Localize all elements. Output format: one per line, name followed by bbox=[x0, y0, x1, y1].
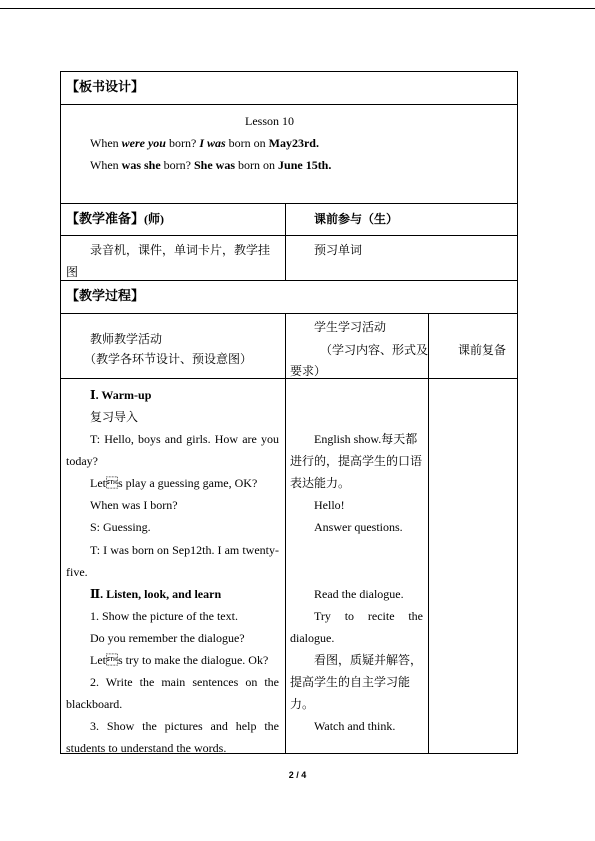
teacher-activity-header: 教师教学活动 bbox=[90, 332, 163, 346]
row-divider bbox=[60, 203, 518, 204]
student-line: Read the dialogue. bbox=[314, 587, 404, 601]
student-line: Answer questions. bbox=[314, 520, 403, 534]
student-line: 进行的，提高学生的口语 bbox=[290, 454, 423, 468]
column-divider bbox=[428, 313, 429, 754]
teacher-prep-text-cont: 图 bbox=[66, 265, 79, 279]
column-divider bbox=[285, 203, 286, 280]
row-divider bbox=[60, 313, 518, 314]
teacher-line: 1. Show the picture of the text. bbox=[90, 609, 238, 623]
teacher-line: Do you remember the dialogue? bbox=[90, 631, 245, 645]
student-line: Try to recite the bbox=[314, 609, 423, 623]
board-design-heading: 【板书设计】 bbox=[66, 80, 145, 95]
student-line: 看图，质疑并解答， bbox=[314, 653, 423, 667]
row-divider bbox=[60, 378, 518, 379]
board-lesson-title: Lesson 10 bbox=[245, 114, 294, 128]
teacher-prep-text: 录音机，课件，单词卡片，教学挂 bbox=[90, 243, 271, 257]
student-line: 力。 bbox=[290, 697, 315, 711]
row-divider bbox=[60, 235, 518, 236]
listen-look-learn-title: Ⅱ. Listen, look, and learn bbox=[90, 587, 222, 601]
teacher-line: 2. Write the main sentences on the bbox=[90, 675, 279, 689]
teacher-prep-heading: 【教学准备】(师) bbox=[66, 212, 165, 227]
student-activity-header: 学生学习活动 bbox=[314, 320, 387, 334]
teacher-line: Lets try to make the dialogue. Ok? bbox=[90, 653, 269, 667]
teacher-line: When was I born? bbox=[90, 498, 178, 512]
board-sentence-1: When were you born? I was born on May23rd. bbox=[90, 136, 319, 150]
column-divider bbox=[285, 313, 286, 754]
top-rule bbox=[0, 8, 595, 9]
student-line: Watch and think. bbox=[314, 719, 396, 733]
student-prep-text: 预习单词 bbox=[314, 243, 363, 257]
board-sentence-2: When was she born? She was born on June 15th. bbox=[90, 158, 332, 172]
teacher-line: 复习导入 bbox=[90, 410, 139, 424]
student-activity-subheader: （学习内容、形式及 bbox=[320, 343, 429, 357]
row-divider bbox=[60, 280, 518, 281]
warm-up-title: Ⅰ. Warm-up bbox=[90, 388, 152, 402]
teacher-line: T: Hello, boys and girls. How are you bbox=[90, 432, 279, 446]
teacher-line: Lets play a guessing game, OK? bbox=[90, 476, 258, 490]
teacher-line: blackboard. bbox=[66, 697, 123, 711]
teaching-process-heading: 【教学过程】 bbox=[66, 289, 145, 304]
teacher-line: S: Guessing. bbox=[90, 520, 151, 534]
teacher-line: five. bbox=[66, 565, 88, 579]
student-line: 表达能力。 bbox=[290, 476, 351, 490]
teacher-line: today? bbox=[66, 454, 98, 468]
student-line: 提高学生的自主学习能 bbox=[290, 675, 411, 689]
teacher-activity-subheader: （教学各环节设计、预设意图） bbox=[84, 352, 253, 366]
pre-class-review-header: 课前复备 bbox=[458, 343, 507, 357]
page-number: 2 / 4 bbox=[288, 770, 307, 780]
teacher-line: 3. Show the pictures and help the bbox=[90, 719, 279, 733]
student-activity-subheader-cont: 要求） bbox=[290, 364, 327, 378]
student-line: Hello! bbox=[314, 498, 345, 512]
teacher-line: students to understand the words. bbox=[66, 741, 227, 755]
row-divider bbox=[60, 104, 518, 105]
student-line: dialogue. bbox=[290, 631, 335, 645]
student-line: English show.每天都 bbox=[314, 432, 418, 446]
student-prep-heading: 课前参与（生） bbox=[314, 212, 399, 226]
teacher-line: T: I was born on Sep12th. I am twenty- bbox=[90, 543, 279, 557]
